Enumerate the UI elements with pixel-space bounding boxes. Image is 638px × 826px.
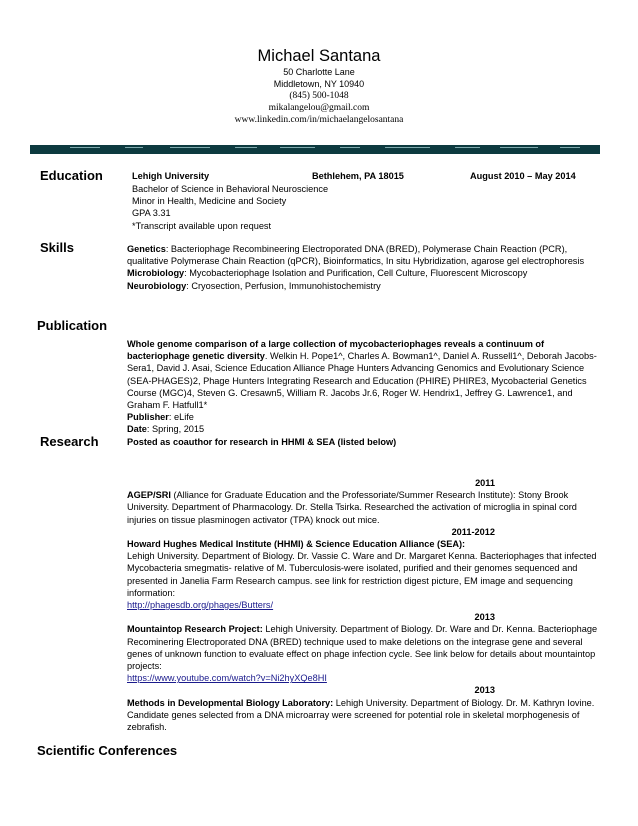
publication-heading: Publication: [37, 318, 108, 333]
minor: Minor in Health, Medicine and Society: [132, 196, 287, 207]
publication-citation: [127, 338, 602, 411]
skill-genetics-text: : Bacteriophage Recombineering Electroporated DNA (BRED), Polymerase Chain Reaction (PCR), qualitative Polymerase Chain Reaction (qPCR), Bioinformatics, In situ Hybridization, agarose gel electrophoresis: [127, 244, 585, 267]
research-entry: Howard Hughes Medical Institute (HHMI) & Science Education Alliance (SEA): Lehigh University. Department of Biology. Dr. Vassie C. Ware and Dr. Margaret Kenna. Bacteriophages that infected Mycobacteria smegmatis- relative of M. Tuberculosis-were isolated, purified and their genomes sequenced and presented in Janelia Farm Research campus. see link for restriction digest picture, EM image and sequencing information: http://phagesdb.org/phages/Butters/: [127, 539, 597, 611]
school-name: Lehigh University: [132, 171, 210, 181]
publication-section: [120, 338, 602, 448]
linkedin-url: www.linkedin.com/in/michaelangelosantana: [234, 115, 404, 125]
skills-section: [120, 243, 602, 292]
research-heading: Research: [40, 434, 99, 449]
research-entry: Methods in Developmental Biology Laboratory: Lehigh University. Department of Biology. Dr. M. Kathryn Iovine. Candidate genes selected from a DNA microarray were screened for potential role in skeletal morphogenesis of zebrafish.: [127, 697, 595, 733]
skills-heading: Skills: [40, 240, 74, 255]
gpa: GPA 3.31: [132, 208, 171, 219]
publication-title: Whole genome comparison of a large collection of mycobacteriophages reveals a continuum of bacteriophage genetic diversity: [127, 339, 545, 362]
publication-authors: . Welkin H. Pope1^, Charles A. Bowman1^, Daniel A. Russell1^, Deborah Jacobs-Sera1, David J. Asai, Science Education Alliance Phage Hunters Advancing Genomics and Evolutionary Science (SEA-PHAGES)2, Phage Hunters Integrating Research and Education (PHIRE) PHIRE3, Mycobacterial Genetics Course (MGC)4, Steven G. Cresawn5, William R. Jacobs Jr.6, Roger W. Hendrix1, Jeffrey G. Lawrence1, and Graham F. Hatfull1*: [127, 351, 597, 411]
email-address: mikalangelou@gmail.com: [268, 103, 370, 113]
city-address: Middletown, NY 10940: [273, 79, 365, 89]
transcript-note: *Transcript available upon request: [132, 220, 272, 231]
phagesdb-link[interactable]: http://phagesdb.org/phages/Butters/: [127, 600, 274, 611]
skill-microbiology-text: : Mycobacteriophage Isolation and Purification, Cell Culture, Fluorescent Microscopy: [184, 268, 528, 279]
publication-publisher: Publisher: eLife: [127, 412, 194, 423]
skill-microbiology-label: Microbiology: [127, 268, 185, 279]
research-entry: Mountaintop Research Project: Lehigh University. Department of Biology. Dr. Ware and Dr. Kenna. Bacteriophage Recominering Electroporated DNA (BRED) technique used to make deletions on the integrase gene and several genes of unknown function to evaluate effect on phage infection cycle. See link below for details about mountaintop projects: https://www.youtube.com/watch?v=Ni2hyXQe8HI: [127, 624, 598, 684]
contact-header: [0, 46, 638, 126]
candidate-name: Michael Santana: [257, 47, 381, 65]
research-title: Methods in Developmental Biology Laboratory:: [127, 697, 334, 708]
skill-neurobiology-label: Neurobiology: [127, 280, 187, 291]
skill-genetics-label: Genetics: [127, 244, 166, 254]
education-dates: August 2010 – May 2014: [470, 171, 576, 181]
skill-neurobiology-text: : Cryosection, Perfusion, Immunohistochemistry: [186, 280, 381, 291]
research-entry: AGEP/SRI (Alliance for Graduate Education and the Professoriate/Summer Research Institute): Stony Brook University. Department of Pharmacology. Dr. Stella Tsirka. Researched the activation of microglia in spinal cord injuries on tissue plasminogen activator (TPA) knock out mice.: [127, 490, 577, 525]
publication-date: Date: Spring, 2015: [127, 424, 205, 435]
research-section: [120, 477, 602, 733]
skill-microbiology: [127, 267, 602, 279]
school-location: Bethlehem, PA 18015: [312, 171, 404, 181]
research-title: Mountaintop Research Project:: [127, 624, 263, 635]
conferences-heading: Scientific Conferences: [37, 743, 178, 758]
degree: Bachelor of Science in Behavioral Neuroscience: [132, 184, 329, 194]
education-heading: Education: [40, 168, 103, 183]
research-year: 2011-2012: [451, 526, 495, 537]
research-year: 2013: [474, 685, 495, 696]
youtube-link[interactable]: https://www.youtube.com/watch?v=Ni2hyXQe8HI: [127, 673, 327, 684]
education-section: [120, 170, 600, 232]
street-address: 50 Charlotte Lane: [283, 67, 355, 77]
research-year: 2011: [475, 478, 495, 488]
skill-neurobiology: [127, 280, 602, 292]
publication-note: Posted as coauthor for research in HHMI & SEA (listed below): [127, 436, 397, 447]
decorative-band: [30, 145, 600, 154]
research-title: Howard Hughes Medical Institute (HHMI) & Science Education Alliance (SEA):: [127, 539, 466, 550]
skill-genetics: [127, 243, 602, 267]
phone-number: (845) 500-1048: [289, 91, 349, 101]
research-year: 2013: [474, 612, 495, 623]
education-row: [120, 170, 600, 183]
research-title: AGEP/SRI: [127, 490, 171, 501]
